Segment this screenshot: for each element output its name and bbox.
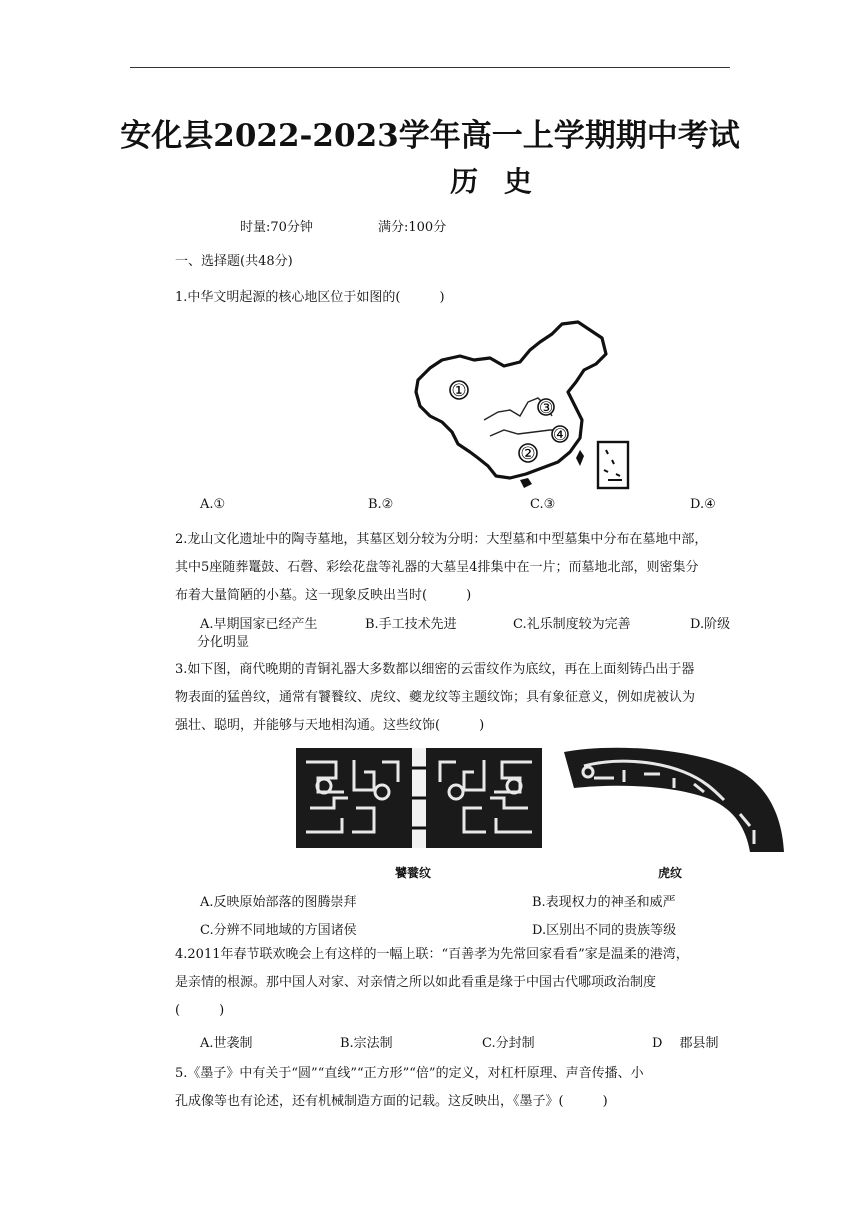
q1-option-b[interactable]: B.② xyxy=(368,497,394,512)
exam-title: 安化县2022-2023学年高一上学期期中考试 xyxy=(120,118,740,154)
q3-option-b[interactable]: B.表现权力的神圣和威严 xyxy=(532,895,676,910)
q4-option-b[interactable]: B.宗法制 xyxy=(340,1036,393,1051)
q2-stem-line-2: 其中5座随葬鼍鼓、石磬、彩绘花盘等礼器的大墓呈4排集中在一片；而墓地北部，则密集分 xyxy=(175,560,699,575)
taotie-caption: 饕餮纹 xyxy=(395,866,432,880)
q5-stem-line-1: 5.《墨子》中有关于“圆”“直线”“正方形”“倍”的定义，对杠杆原理、声音传播、小 xyxy=(175,1066,644,1081)
map-marker-2: ② xyxy=(520,444,536,464)
q4-stem-line-3: ( ) xyxy=(175,1003,225,1018)
taiwan-island xyxy=(576,450,584,466)
exam-time: 时量:70分钟 xyxy=(240,220,313,235)
q3-stem-line-3: 强壮、聪明，并能够与天地相沟通。这些纹饰( ) xyxy=(175,718,485,733)
q3-option-c[interactable]: C.分辨不同地域的方国诸侯 xyxy=(200,923,357,938)
q1-option-d[interactable]: D.④ xyxy=(690,497,716,512)
q3-stem-line-2: 物表面的猛兽纹，通常有饕餮纹、虎纹、夔龙纹等主题纹饰；具有象征意义，例如虎被认为 xyxy=(175,690,696,705)
q5-stem-line-2: 孔成像等也有论述，还有机械制造方面的记载。这反映出，《墨子》( ) xyxy=(175,1094,608,1109)
tiger-pattern-image xyxy=(564,744,784,852)
q2-option-d[interactable]: D.阶级 xyxy=(690,617,731,632)
q2-option-d-wrap: 分化明显 xyxy=(197,635,250,650)
q4-option-a[interactable]: A.世袭制 xyxy=(200,1036,253,1051)
q2-option-c[interactable]: C.礼乐制度较为完善 xyxy=(513,617,631,632)
top-rule xyxy=(130,67,730,68)
q4-stem-line-1: 4.2011年春节联欢晚会上有这样的一幅上联：“百善孝为先常回家看看”家是温柔的港湾， xyxy=(175,947,689,962)
taotie-pattern-image xyxy=(296,748,542,848)
q2-stem-line-1: 2.龙山文化遗址中的陶寺墓地，其墓区划分较为分明：大型墓和中型墓集中分布在墓地中部， xyxy=(175,532,708,547)
china-map-figure xyxy=(412,320,634,496)
q3-stem-line-1: 3.如下图，商代晚期的青铜礼器大多数都以细密的云雷纹作为底纹，再在上面刻铸凸出于器 xyxy=(175,662,695,677)
q1-stem: 1.中华文明起源的核心地区位于如图的( ) xyxy=(175,290,445,305)
q4-option-d[interactable]: D 郡县制 xyxy=(652,1036,719,1051)
q1-option-c[interactable]: C.③ xyxy=(530,497,556,512)
q2-stem-line-3: 布着大量简陋的小墓。这一现象反映出当时( ) xyxy=(175,588,472,603)
q2-option-a[interactable]: A.早期国家已经产生 xyxy=(200,617,318,632)
q2-option-b[interactable]: B.手工技术先进 xyxy=(365,617,457,632)
map-marker-3: ③ xyxy=(538,398,554,417)
q4-option-c[interactable]: C.分封制 xyxy=(482,1036,535,1051)
inset-islands xyxy=(604,450,622,480)
map-marker-4: ④ xyxy=(552,425,568,444)
subject-title: 历 史 xyxy=(450,165,540,198)
q3-option-a[interactable]: A.反映原始部落的图腾崇拜 xyxy=(200,895,357,910)
hainan-island xyxy=(520,478,532,488)
china-map-outline xyxy=(416,322,606,478)
q3-option-d[interactable]: D.区别出不同的贵族等级 xyxy=(532,923,677,938)
tiger-caption: 虎纹 xyxy=(658,866,683,880)
map-marker-1: ① xyxy=(451,381,467,401)
south-sea-inset xyxy=(598,442,628,488)
q4-stem-line-2: 是亲情的根源。那中国人对家、对亲情之所以如此看重是缘于中国古代哪项政治制度 xyxy=(175,975,657,990)
exam-score: 满分:100分 xyxy=(378,220,447,235)
q1-option-a[interactable]: A.① xyxy=(200,497,226,512)
section-heading: 一、选择题(共48分) xyxy=(175,254,293,269)
